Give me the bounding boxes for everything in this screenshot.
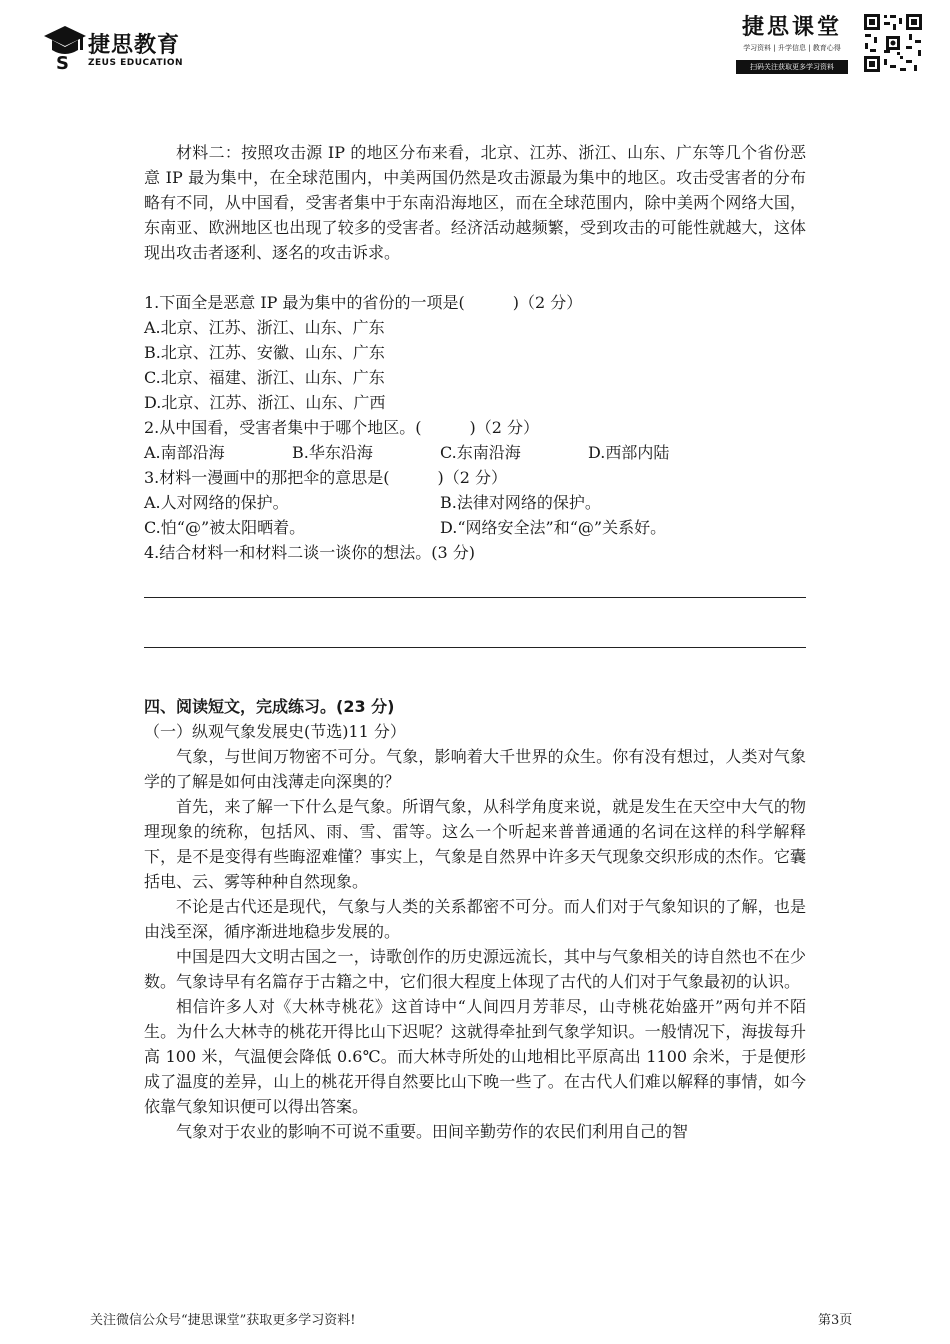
question-3-option-c: C.怕“@”被太阳晒着。: [144, 518, 306, 537]
reading-paragraph-6: 气象对于农业的影响不可说不重要。田间辛勤劳作的农民们利用自己的智: [176, 1122, 689, 1141]
question-1-option-c: C.北京、福建、浙江、山东、广东: [144, 368, 385, 387]
section-four-subtitle: （一）纵观气象发展史(节选)11 分）: [144, 722, 406, 741]
question-2-option-d: D.西部内陆: [588, 443, 670, 462]
question-2-option-a: A.南部沿海: [144, 443, 225, 462]
question-2-stem: 2.从中国看，受害者集中于哪个地区。( )（2 分）: [144, 418, 540, 437]
question-4-stem: 4.结合材料一和材料二谈一谈你的想法。(3 分): [144, 543, 476, 562]
reading-paragraph-1: 气象，与世间万物密不可分。气象，影响着大千世界的众生。你有没有想过，人类对气象学的了解是如何由浅薄走向深奥的？: [144, 747, 806, 791]
logo-english-name: ZEUS EDUCATION: [88, 58, 184, 68]
qr-code-icon[interactable]: [862, 12, 924, 74]
svg-text:S: S: [56, 53, 69, 70]
question-1-option-b: B.北京、江苏、安徽、山东、广东: [144, 343, 385, 362]
question-2-option-c: C.东南沿海: [440, 443, 521, 462]
page-header: [0, 0, 950, 90]
question-3-option-a: A.人对网络的保护。: [144, 493, 289, 512]
question-2-option-b: B.华东沿海: [292, 443, 373, 462]
question-2-options: [144, 440, 806, 465]
brand-title: 捷思课堂: [741, 14, 842, 40]
material-two-paragraph: 材料二：按照攻击源 IP 的地区分布来看，北京、江苏、浙江、山东、广东等几个省份恶意 IP 最为集中，在全球范围内，中美两国仍然是攻击源最为集中的地区。攻击受害者的分布略有不同，从中国看，受害者集中于东南沿海地区，而在全球范围内，除中美两个网络大国，东南亚、欧洲地区也出现了较多的受害者。经济活动越频繁，受到攻击的可能性就越大，这体现出攻击者逐利、逐名的攻击诉求。: [144, 143, 806, 262]
reading-paragraph-5: 相信许多人对《大林寺桃花》这首诗中“人间四月芳菲尽，山寺桃花始盛开”两句并不陌生。为什么大林寺的桃花开得比山下迟呢？这就得牵扯到气象学知识。一般情况下，海拔每升高 100 米，气温便会降低 0.6℃。而大林寺所处的山地相比平原高出 1100 余米，于是便形成了温度的差异，山上的桃花开得自然要比山下晚一些了。在古代人们难以解释的事情，如今依靠气象知识便可以得出答案。: [144, 997, 806, 1116]
question-1-option-d: D.北京、江苏、浙江、山东、广西: [144, 393, 386, 412]
zeus-logo: [44, 22, 204, 72]
logo-chinese-name: 捷思教育: [88, 33, 181, 58]
page-number: 第3页: [818, 1313, 853, 1328]
reading-paragraph-2: 首先，来了解一下什么是气象。所谓气象，从科学角度来说，就是发生在天空中大气的物理现象的统称，包括风、雨、雪、雷等。这么一个听起来普普通通的名词在这样的科学解释下，是不是变得有些晦涩难懂？事实上，气象是自然界中许多天气现象交织形成的杰作。它囊括电、云、雾等种种自然现象。: [144, 797, 806, 891]
question-3-options-row-2: [144, 515, 806, 540]
question-3-options-row-1: [144, 490, 806, 515]
section-four-title: 四、阅读短文，完成练习。(23 分): [144, 697, 395, 716]
question-1-option-a: A.北京、江苏、浙江、山东、广东: [144, 318, 385, 337]
question-3-stem: 3.材料一漫画中的那把伞的意思是( )（2 分）: [144, 468, 508, 487]
brand-bar: 扫码关注获取更多学习资料: [736, 60, 848, 74]
footer-promo-text: 关注微信公众号“捷思课堂”获取更多学习资料!: [90, 1313, 356, 1328]
brand-tags: 学习资料 | 升学信息 | 教育心得: [743, 44, 841, 52]
reading-paragraph-3: 不论是古代还是现代，气象与人类的关系都密不可分。而人们对于气象知识的了解，也是由浅至深，循序渐进地稳步发展的。: [144, 897, 806, 941]
question-1-stem: 1.下面全是恶意 IP 最为集中的省份的一项是( )（2 分）: [144, 293, 583, 312]
brand-block: [736, 10, 854, 76]
question-3-option-d: D.“网络安全法”和“@”关系好。: [440, 518, 667, 537]
question-3-option-b: B.法律对网络的保护。: [440, 493, 601, 512]
graduation-cap-logo-icon: [44, 22, 86, 70]
reading-paragraph-4: 中国是四大文明古国之一，诗歌创作的历史源远流长，其中与气象相关的诗自然也不在少数。气象诗早有名篇存于古籍之中，它们很大程度上体现了古代的人们对于气象最初的认识。: [144, 947, 806, 991]
page-content: [144, 140, 806, 1144]
